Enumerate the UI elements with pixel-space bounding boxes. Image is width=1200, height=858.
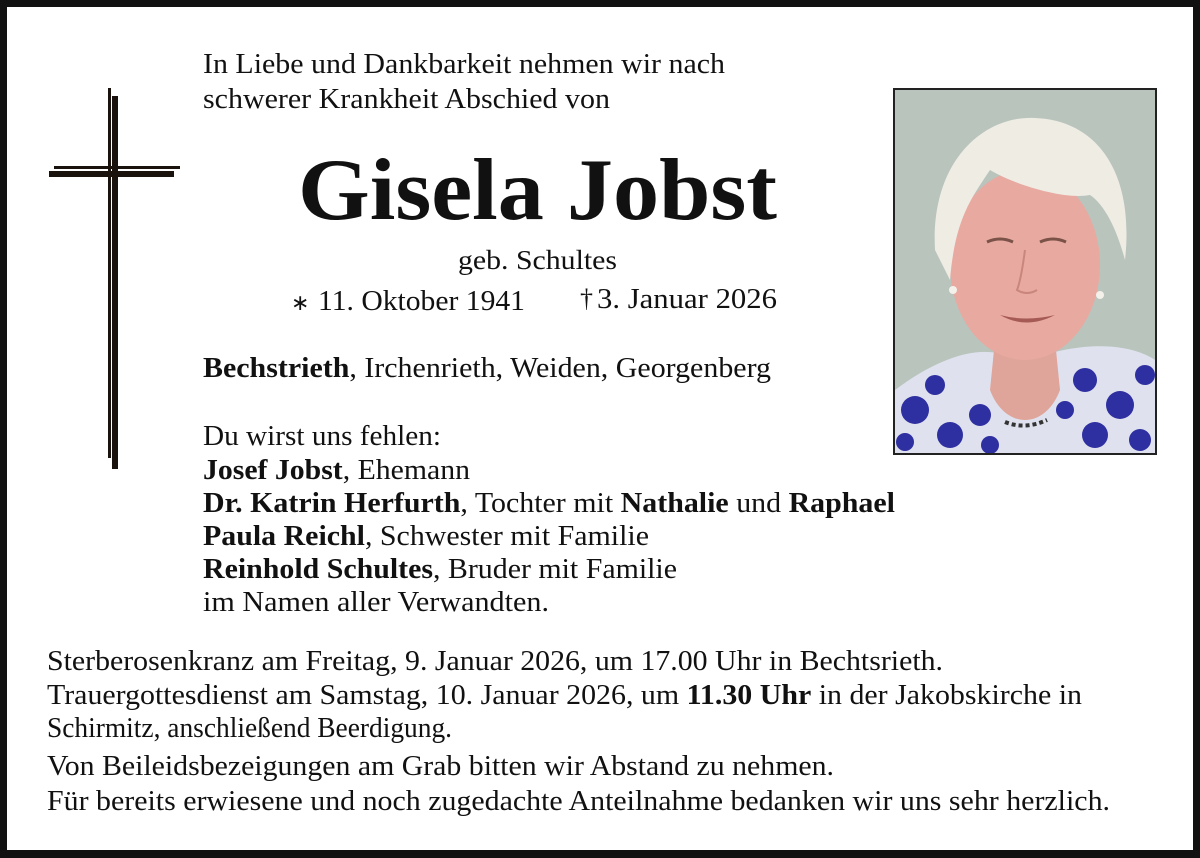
places-other: , Irchenrieth, Weiden, Georgenberg: [349, 353, 771, 384]
deceased-name: Gisela Jobst: [298, 142, 777, 239]
mourner-grandchild: Nathalie: [620, 488, 729, 519]
intro-line-2: schwerer Krankheit Abschied von: [203, 84, 610, 115]
mourner-relation: , Schwester mit Familie: [364, 521, 649, 552]
portrait-photo: [893, 88, 1157, 455]
mourner-relation: , Bruder mit Familie: [432, 554, 677, 585]
condolence-note: Von Beileidsbezeigungen am Grab bitten wir Abstand zu nehmen.: [47, 751, 834, 782]
service-burial: Schirmitz, anschließend Beerdigung.: [47, 713, 452, 744]
mourner-relation: , Ehemann: [342, 455, 470, 486]
funeral-mass-text: Trauergottesdienst am Samstag, 10. Januar 2026, um: [47, 680, 687, 711]
funeral-mass-location: in der Jakobskirche in: [811, 680, 1082, 711]
service-rosary: Sterberosenkranz am Freitag, 9. Januar 2026, um 17.00 Uhr in Bechtsrieth.: [47, 646, 943, 677]
funeral-mass-time: 11.30 Uhr: [686, 680, 812, 711]
service-funeral-mass: [47, 682, 1082, 710]
mourner-row: [203, 556, 677, 584]
portrait-image: [895, 90, 1155, 453]
mourner-name: Josef Jobst: [203, 455, 343, 486]
mourner-name: Paula Reichl: [203, 521, 365, 552]
mourner-name: Dr. Katrin Herfurth: [203, 488, 461, 519]
maiden-name: geb. Schultes: [458, 245, 617, 275]
conjunction: und: [728, 488, 789, 519]
mourners-heading: Du wirst uns fehlen:: [203, 421, 441, 452]
mourner-row: [203, 490, 895, 518]
place-primary: Bechstrieth: [203, 353, 350, 384]
mourner-row: [203, 523, 649, 551]
places: [203, 355, 771, 383]
birth-date: 11. Oktober 1941: [318, 286, 525, 317]
death-date: 3. Januar 2026: [597, 284, 777, 315]
birth-star-icon: ∗: [291, 290, 310, 315]
mourner-row: [203, 457, 470, 485]
death-dagger-icon: †: [580, 284, 593, 313]
mourners-closing: im Namen aller Verwandten.: [203, 587, 549, 618]
mourner-name: Reinhold Schultes: [203, 554, 433, 585]
intro-line-1: In Liebe und Dankbarkeit nehmen wir nach: [203, 49, 725, 80]
mourner-grandchild: Raphael: [788, 488, 895, 519]
mourner-relation: , Tochter mit: [460, 488, 621, 519]
thanks-note: Für bereits erwiesene und noch zugedachte Anteilnahme bedanken wir uns sehr herzlich.: [47, 786, 1110, 817]
